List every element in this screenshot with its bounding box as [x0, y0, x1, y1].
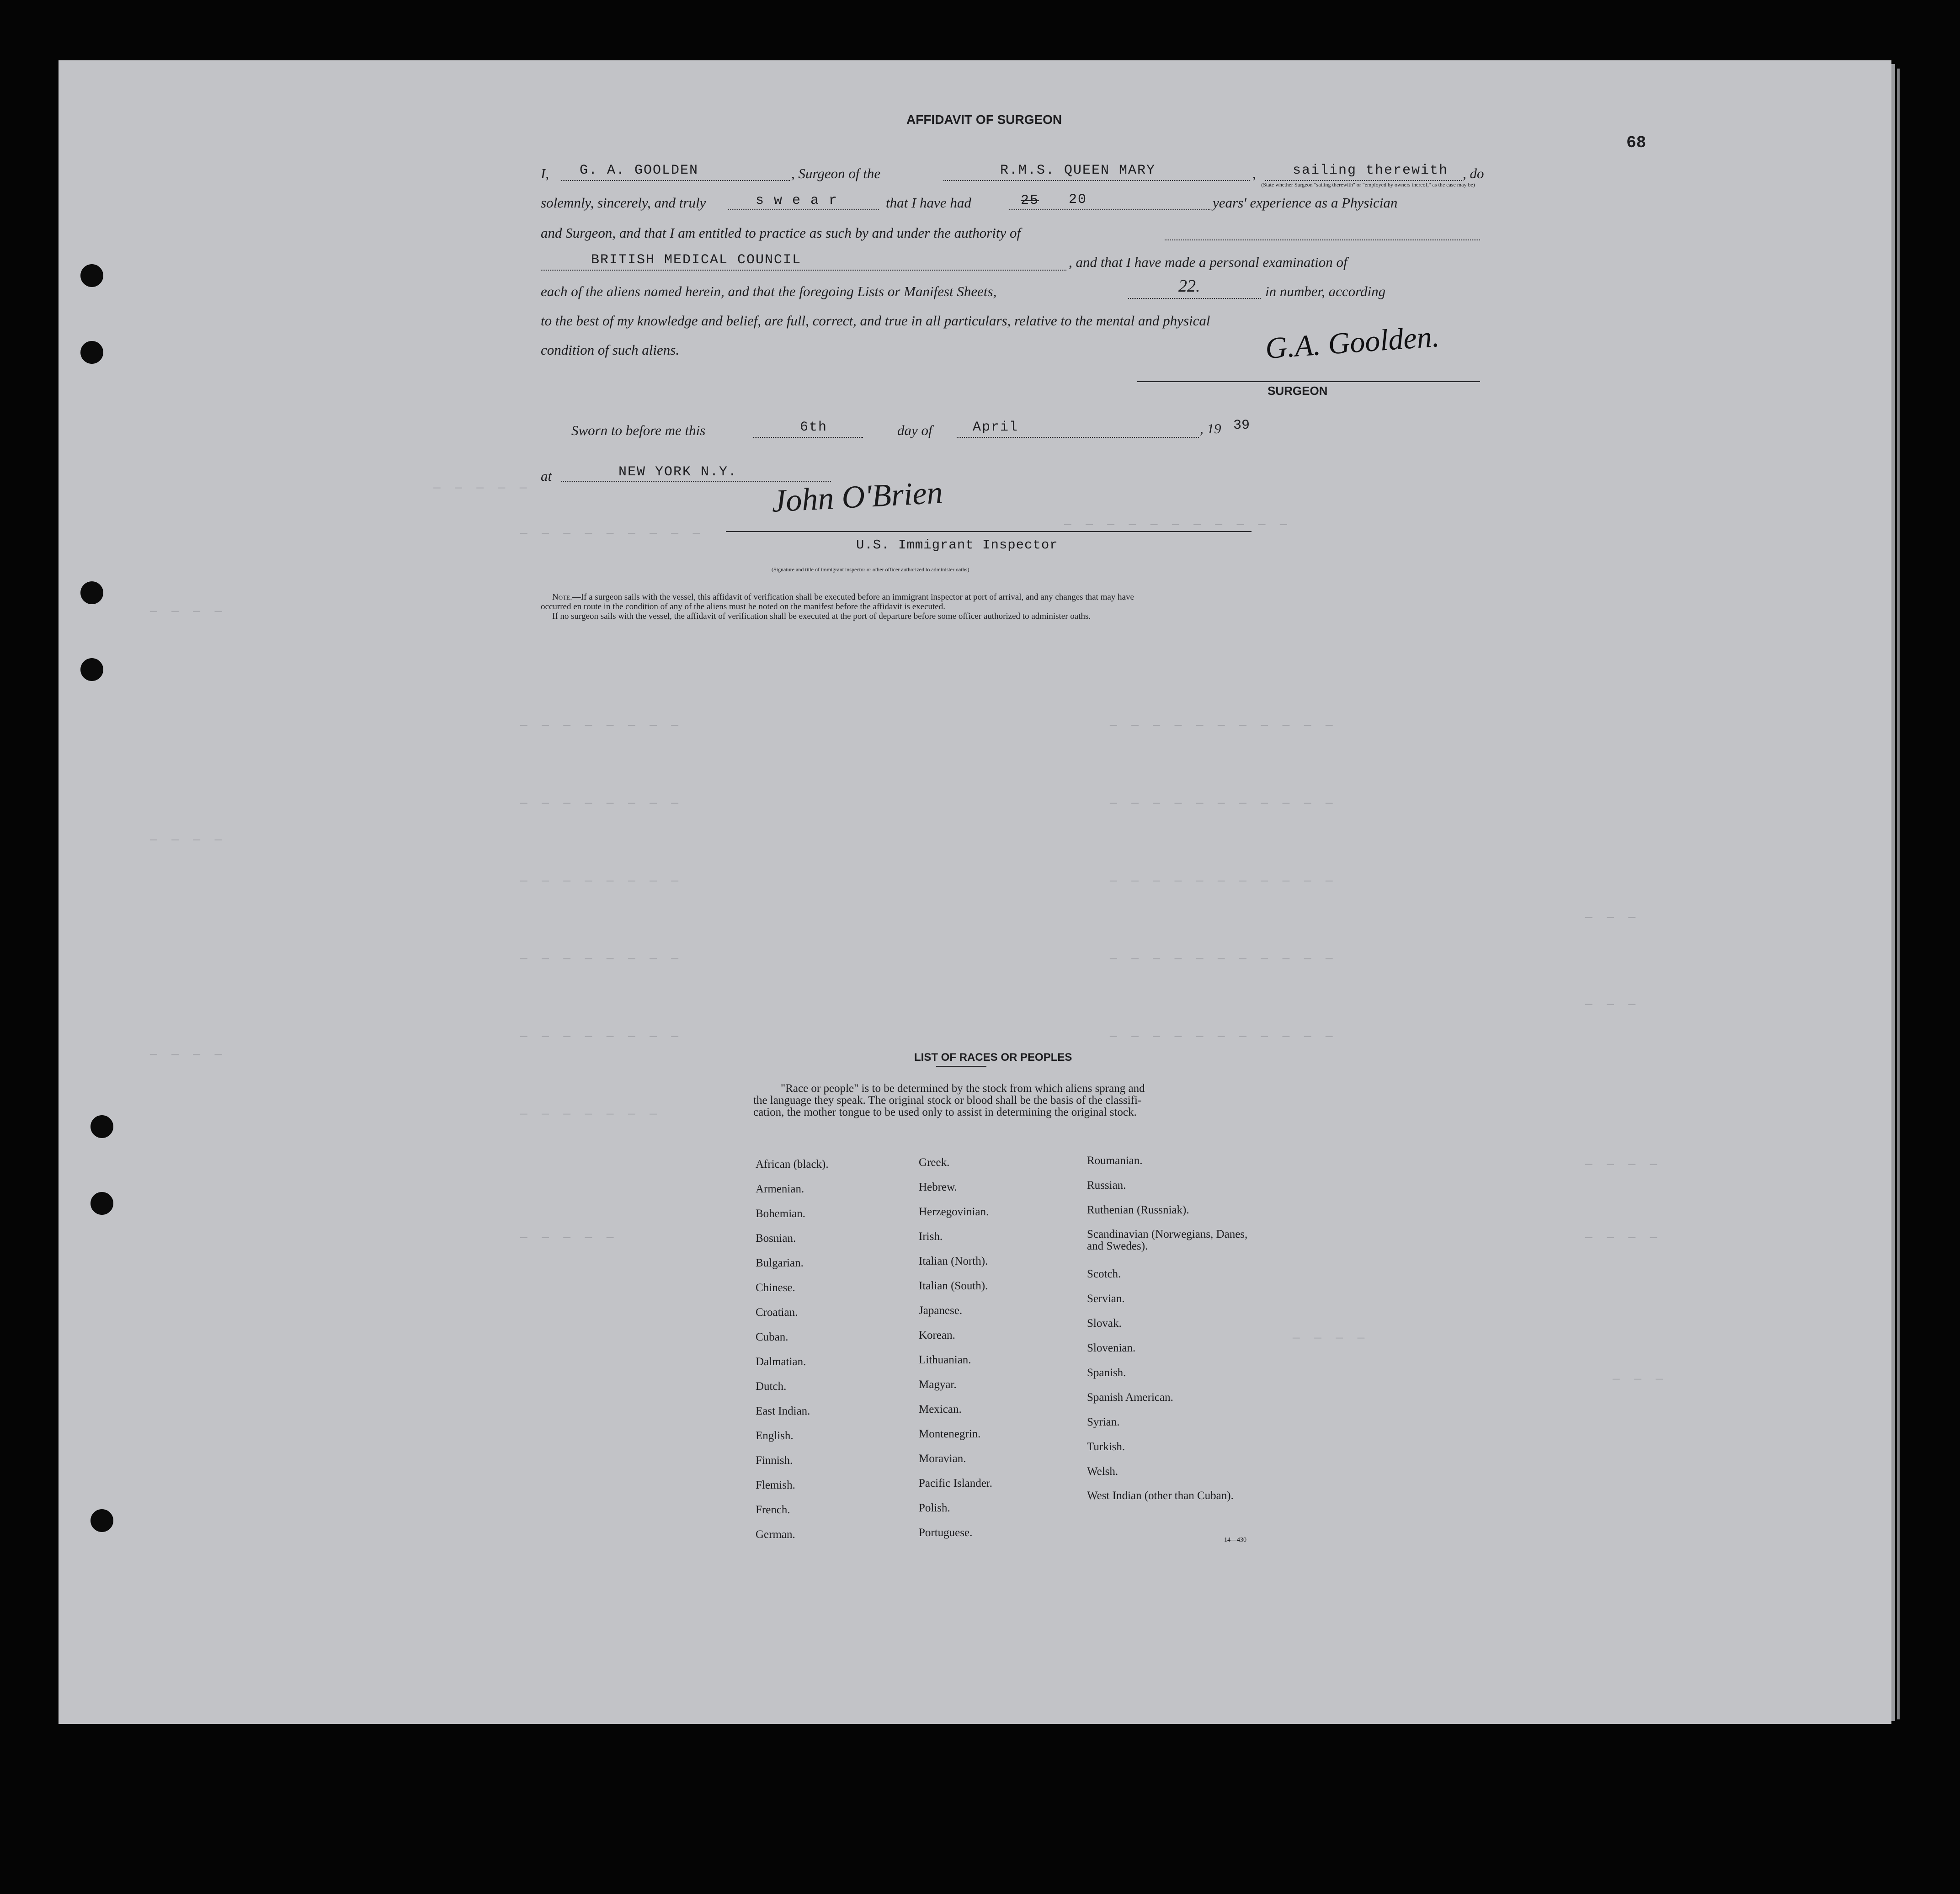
text-have-had: that I have had — [886, 195, 971, 211]
form-number: 14—430 — [1224, 1537, 1246, 1543]
signature-line — [1137, 381, 1480, 382]
manifest-sheet-count: 22. — [1178, 277, 1200, 296]
sworn-place: NEW YORK N.Y. — [618, 464, 738, 480]
fill-line — [541, 270, 1066, 271]
race-item: Lithuanian. — [919, 1354, 971, 1366]
heading-underline — [936, 1066, 986, 1067]
licensing-authority: BRITISH MEDICAL COUNCIL — [591, 252, 802, 268]
race-item: Bohemian. — [756, 1208, 806, 1220]
text-day-of: day of — [897, 422, 932, 438]
races-intro-1: "Race or people" is to be determined by the stock from which aliens sprang and — [781, 1082, 1145, 1095]
surgeon-label: SURGEON — [1268, 384, 1328, 398]
race-item: Spanish American. — [1087, 1391, 1173, 1404]
page-stack-edge — [1891, 64, 1895, 1721]
text-at: at — [541, 468, 552, 484]
text-sworn: Sworn to before me this — [571, 422, 706, 438]
race-item: German. — [756, 1528, 795, 1541]
race-item: Magyar. — [919, 1378, 957, 1391]
race-item: Moravian. — [919, 1452, 966, 1465]
races-intro-2: the language they speak. The original stock or blood shall be the basis of the classifi- — [753, 1094, 1142, 1107]
punch-hole — [80, 264, 103, 287]
race-item: Japanese. — [919, 1304, 963, 1317]
race-item: Chinese. — [756, 1282, 795, 1294]
fill-line — [728, 209, 879, 210]
race-item: Greek. — [919, 1156, 950, 1169]
text-in-number: in number, according — [1265, 283, 1386, 299]
note-text-3: If no surgeon sails with the vessel, the affidavit of verification shall be executed at the port of departure before some officer authorized to administer oaths. — [552, 612, 1091, 621]
race-item: Montenegrin. — [919, 1428, 981, 1440]
race-item: Slovak. — [1087, 1317, 1122, 1330]
struck-years: 25 — [1021, 193, 1039, 208]
race-item: French. — [756, 1504, 790, 1516]
race-item: Armenian. — [756, 1183, 804, 1195]
race-item: Roumanian. — [1087, 1154, 1143, 1167]
affidavit-line-6: to the best of my knowledge and belief, are full, correct, and true in all particulars, relative to the mental and physical — [541, 313, 1210, 329]
race-item: Syrian. — [1087, 1416, 1120, 1428]
inspector-signature-line — [726, 531, 1252, 532]
text-comma: , — [1252, 165, 1256, 181]
affidavit-line-7: condition of such aliens. — [541, 342, 680, 358]
text-years-experience: years' experience as a Physician — [1213, 195, 1398, 211]
punch-hole — [91, 1115, 113, 1138]
affidavit-line-3: and Surgeon, and that I am entitled to practice as such by and under the authority of — [541, 225, 1021, 241]
race-item: Italian (North). — [919, 1255, 988, 1267]
text-do: , do — [1463, 165, 1484, 181]
status-hint: (State whether Surgeon "sailing therewith" or "employed by owners thereof," as the case may be) — [1261, 181, 1475, 188]
race-item: Servian. — [1087, 1293, 1125, 1305]
race-item: Korean. — [919, 1329, 955, 1341]
race-item: Cuban. — [756, 1331, 788, 1343]
race-item: Welsh. — [1087, 1465, 1118, 1478]
race-item: Scandinavian (Norwegians, Danes, and Swedes). — [1087, 1228, 1248, 1252]
race-item: Flemish. — [756, 1479, 795, 1491]
race-item: Russian. — [1087, 1179, 1126, 1192]
race-item: Dutch. — [756, 1380, 787, 1393]
fill-line — [1128, 298, 1261, 299]
race-item: Pacific Islander. — [919, 1477, 993, 1490]
inspector-hint: (Signature and title of immigrant inspector or other officer authorized to administer oaths) — [772, 566, 969, 573]
fill-line — [1009, 209, 1210, 210]
fill-line — [753, 437, 863, 438]
race-item: Herzegovinian. — [919, 1206, 989, 1218]
page-title: AFFIDAVIT OF SURGEON — [906, 112, 1062, 127]
race-item: Turkish. — [1087, 1441, 1125, 1453]
fill-line — [943, 180, 1250, 181]
page-number: 68 — [1626, 133, 1646, 152]
race-item: West Indian (other than Cuban). — [1087, 1490, 1234, 1502]
race-item: Portuguese. — [919, 1527, 973, 1539]
fill-line — [957, 437, 1199, 438]
races-intro-3: cation, the mother tongue to be used only to assist in determining the original stock. — [753, 1106, 1137, 1118]
sworn-month: April — [973, 420, 1019, 435]
inspector-title: U.S. Immigrant Inspector — [856, 537, 1058, 553]
race-item: Ruthenian (Russniak). — [1087, 1204, 1189, 1216]
ship-name: R.M.S. QUEEN MARY — [1000, 163, 1156, 178]
note-text-2: occurred en route in the condition of any of the aliens must be noted on the manifest before the affidavit is executed. — [541, 602, 945, 612]
surgeon-signature: G.A. Goolden. — [1264, 319, 1441, 366]
text-i: I, — [541, 165, 549, 181]
race-item: Mexican. — [919, 1403, 962, 1415]
race-item: Croatian. — [756, 1306, 798, 1319]
page-stack-edge-back — [1897, 69, 1900, 1719]
fill-line — [561, 481, 831, 482]
text-personal-exam: , and that I have made a personal examination of — [1069, 254, 1348, 270]
race-item: Scotch. — [1087, 1268, 1121, 1280]
race-item: Slovenian. — [1087, 1342, 1136, 1354]
text-solemnly: solemnly, sincerely, and truly — [541, 195, 706, 211]
year-prefix: , 19 — [1200, 420, 1221, 436]
sailing-status: sailing therewith — [1293, 163, 1449, 178]
race-item: Hebrew. — [919, 1181, 957, 1193]
race-item: Finnish. — [756, 1454, 793, 1467]
race-item: Irish. — [919, 1230, 943, 1243]
years-experience: 20 — [1069, 192, 1087, 207]
text-each-alien: each of the aliens named herein, and that the foregoing Lists or Manifest Sheets, — [541, 283, 997, 299]
punch-hole — [80, 658, 103, 681]
race-item: Spanish. — [1087, 1367, 1126, 1379]
text-surgeon-of-the: , Surgeon of the — [791, 165, 881, 181]
race-item: East Indian. — [756, 1405, 810, 1417]
sworn-year: 39 — [1233, 418, 1250, 433]
manifest-page: — — — — — — — — — — — — — — — — — — — — — — — — — — — — — — — — — — — — — — — — — — — — — — — — — — — — — — — — — — — — — — — — — — — — — — — — — — — — — — — — — — — — — — — — — — — — — — — — — — — — — — — — — — — — — — — — — — — — — — — — — — — — — — — — — — — — — — — — — — — — — — — — — — — — — — — — — — — — — — — — — — — — — AFFIDAVIT OF SURGEON 68 I, G. A. GOOLDEN , Surgeon of the R.M.S. QUEEN MARY , sailing therewith , do (State whether Surgeon "sailing therewith" or "employed by owners thereof," as the case may be) solemnly, sincerely, and truly s w e a r that I have had 25 20 years' experience as a Physician and Surgeon, and that I am entitled to practice as such by and under the authority of BRITISH MEDICAL COUNCIL , and that I have made a personal examination of each of the aliens named herein, and that the foregoing Lists or Manifest Sheets, 22. in number, according to the best of my knowledge and belief, are full, correct, and true in all particulars, relative to the mental and physical condition of such aliens. G.A. Goolden. SURGEON Sworn to before me this 6th day of April , 19 39 at NEW YORK N.Y. John O'Brien U.S. Immigrant Inspector (Signature and title of immigrant inspector or other officer authorized to administer oaths) Note.—If a surgeon sails with the vessel, this affidavit of verification shall be executed before an immigrant inspector at port of arrival, and any changes that may have occurred en route in the condition of any of the aliens must be noted on the manifest before the affidavit is executed. If no surgeon sails with the vessel, the affidavit of verification shall be executed at the port of departure before some officer authorized to administer oaths. LIST OF RACES OR PEOPLES "Race or people" is to be determined by the stock from which aliens sprang and the language they speak. The original stock or blood shall be the basis of the classifi- cation, the mother tongue to be used only to assist in determining the original stock. African (black). Armenian. Bohemian. Bosnian. Bulgarian. Chinese. Croatian. Cuban. Dalmatian. Dutch. East Indian. English. Finnish. Flemish. French. German. Greek. Hebrew. Herzegovinian. Irish. Italian (North). Italian (South). Japanese. Korean. Lithuanian. Magyar. Mexican. Montenegrin. Moravian. Pacific Islander. Polish. Portuguese. Roumanian. Russian. Ruthenian (Russniak). Scandinavian (Norwegians, Danes, and Swedes). Scotch. Servian. Slovak. Slovenian. Spanish. Spanish American. Syrian. Turkish. Welsh. West Indian (other than Cuban). 14—430 — [59, 60, 1891, 1724]
fill-line — [1265, 180, 1462, 181]
note-text-1: —If a surgeon sails with the vessel, this affidavit of verification shall be executed before an immigrant inspector at port of arrival, and any changes that may have — [572, 592, 1134, 602]
race-item: Bulgarian. — [756, 1257, 804, 1269]
race-item: Bosnian. — [756, 1232, 796, 1245]
race-item: Polish. — [919, 1502, 950, 1514]
fill-line — [561, 180, 790, 181]
inspector-signature: John O'Brien — [771, 475, 944, 519]
note-label: Note. — [552, 592, 572, 602]
punch-hole — [80, 581, 103, 604]
surgeon-name: G. A. GOOLDEN — [580, 163, 699, 178]
race-item: English. — [756, 1430, 794, 1442]
fill-line — [1165, 239, 1480, 240]
race-item: African (black). — [756, 1158, 829, 1170]
punch-hole — [91, 1509, 113, 1532]
punch-hole — [91, 1192, 113, 1215]
race-item: Dalmatian. — [756, 1356, 806, 1368]
punch-hole — [80, 341, 103, 364]
sworn-day: 6th — [800, 420, 828, 435]
race-item: Italian (South). — [919, 1280, 988, 1292]
races-heading: LIST OF RACES OR PEOPLES — [914, 1051, 1072, 1064]
oath-word: s w e a r — [756, 193, 838, 208]
note-line-1 — [552, 592, 1134, 602]
